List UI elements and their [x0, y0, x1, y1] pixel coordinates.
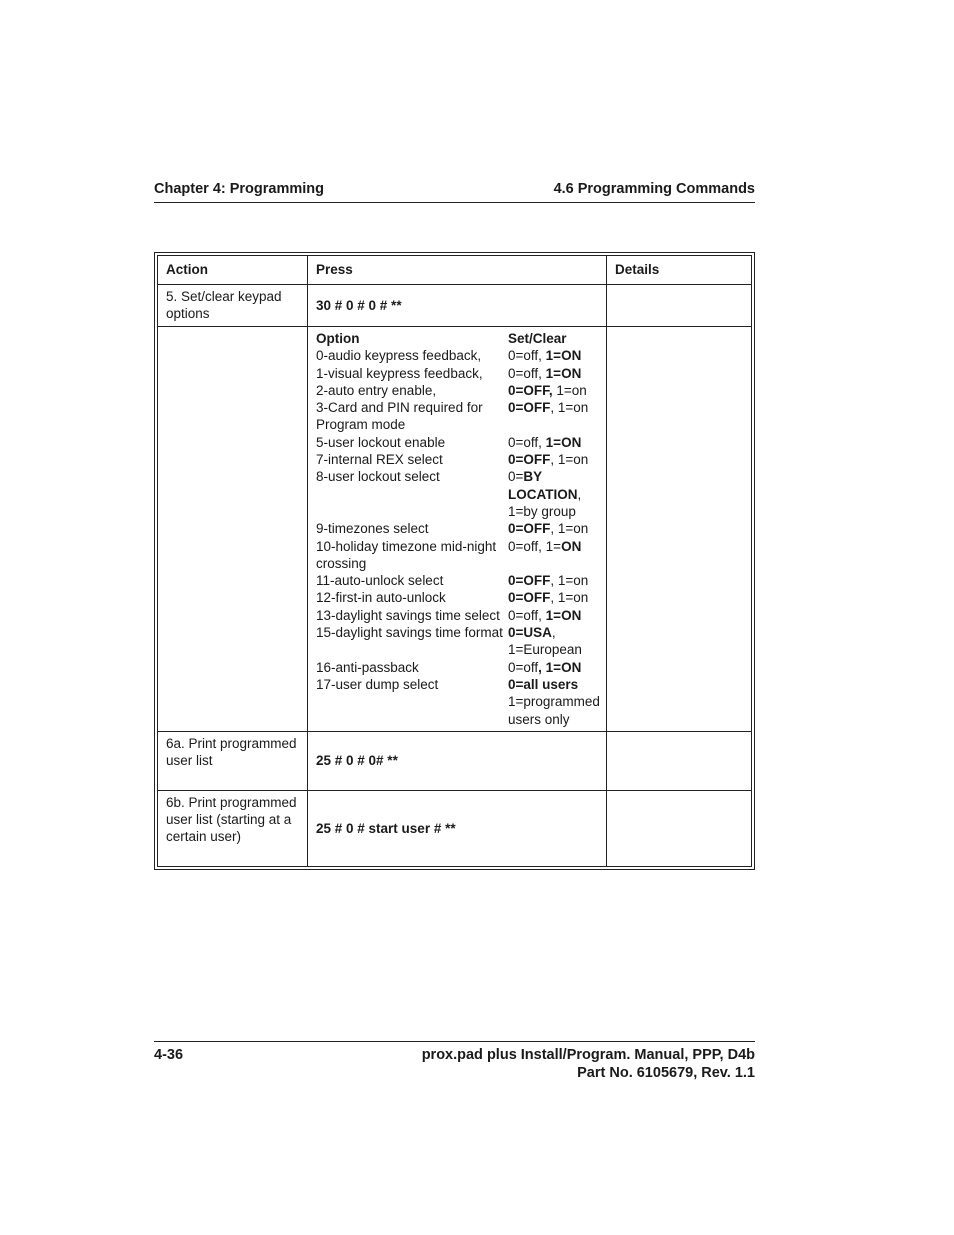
action-cell: 5. Set/clear keypad options [158, 285, 308, 327]
page-header [154, 180, 755, 203]
option-setclear [508, 589, 612, 606]
setclear-text: 0=off [508, 659, 539, 675]
setclear-default: ON [561, 538, 582, 554]
option-setclear [508, 468, 612, 520]
setclear-text: 0=off, [508, 365, 546, 381]
option-name: 9-timezones select [316, 521, 429, 537]
column-header-press: Press [308, 256, 607, 285]
details-cell [607, 731, 752, 790]
option-setclear [508, 659, 612, 676]
action-cell: 6a. Print programmed user list [158, 731, 308, 790]
action-cell: 6b. Print programmed user list (starting at a certain user) [158, 790, 308, 866]
press-cell: 25 # 0 # 0# ** [308, 731, 607, 790]
option-name: 0-audio keypress feedback, [316, 348, 482, 364]
setclear-default: 0=OFF, [508, 382, 553, 398]
options-list [316, 330, 606, 728]
setclear-text: 1=on [552, 382, 587, 398]
setclear-default: 1=ON [545, 434, 582, 450]
setclear-text: , 1=on [550, 521, 589, 537]
option-name: 3-Card and PIN required for Program mode [316, 400, 483, 433]
setclear-text: 0=off, [508, 348, 546, 364]
options-cell [308, 327, 607, 732]
setclear-text: 0=off, 1= [508, 538, 562, 554]
option-name: 15-daylight savings time format [316, 625, 503, 641]
table-row [158, 790, 752, 866]
setclear-text: 0=off, [508, 434, 546, 450]
setclear-text: , 1=on [550, 590, 589, 606]
setclear-text: , 1=on [550, 400, 589, 416]
setclear-default: 0=OFF [508, 573, 551, 589]
table-row [158, 731, 752, 790]
page-footer [154, 1041, 755, 1081]
table-header-row [158, 256, 752, 285]
setclear-default: 1=ON [545, 365, 582, 381]
manual-info [422, 1046, 755, 1082]
option-setclear [508, 347, 612, 364]
option-setclear [508, 399, 612, 434]
option-name: 1-visual keypress feedback, [316, 365, 483, 381]
setclear-default: 0=OFF [508, 452, 551, 468]
setclear-text: , 1=on [550, 452, 589, 468]
option-setclear [508, 434, 612, 451]
chapter-title: Chapter 4: Programming [154, 181, 324, 197]
option-setclear [508, 365, 612, 382]
commands-table [154, 252, 755, 870]
option-name: 16-anti-passback [316, 659, 419, 675]
details-cell [607, 285, 752, 327]
options-header-option: Option [316, 331, 360, 346]
column-header-details: Details [607, 256, 752, 285]
setclear-default: 0=OFF [508, 590, 551, 606]
option-name: 5-user lockout enable [316, 434, 446, 450]
setclear-default: 0=OFF [508, 400, 551, 416]
setclear-default: 0=all users [508, 676, 579, 692]
action-cell [158, 327, 308, 732]
setclear-default: BY LOCATION [508, 469, 578, 502]
details-cell [607, 790, 752, 866]
option-name: 12-first-in auto-unlock [316, 590, 446, 606]
setclear-text: 0=off, [508, 607, 546, 623]
option-name: 17-user dump select [316, 676, 439, 692]
setclear-default: 1=ON [545, 348, 582, 364]
table-row [158, 327, 752, 732]
setclear-default: 0=USA [508, 625, 552, 641]
manual-title: prox.pad plus Install/Program. Manual, PPP, D4b [421, 1047, 755, 1063]
table-row [158, 285, 752, 327]
option-setclear [508, 572, 612, 589]
option-name: 2-auto entry enable, [316, 382, 437, 398]
setclear-default: 1=ON [545, 607, 582, 623]
option-setclear [508, 624, 612, 659]
section-title: 4.6 Programming Commands [553, 181, 755, 197]
option-setclear [508, 676, 612, 728]
details-cell [607, 327, 752, 732]
option-setclear [508, 382, 612, 399]
setclear-text: , 1=European [508, 625, 582, 658]
column-header-action: Action [158, 256, 308, 285]
part-number: Part No. 6105679, Rev. 1.1 [577, 1065, 755, 1081]
setclear-default: , 1=ON [538, 659, 582, 675]
setclear-default: 0=OFF [508, 521, 551, 537]
option-setclear [508, 520, 612, 537]
setclear-text: 1=programmed users only [508, 694, 600, 727]
setclear-text: 0= [508, 469, 524, 485]
press-cell: 25 # 0 # start user # ** [308, 790, 607, 866]
option-name: 7-internal REX select [316, 452, 443, 468]
option-setclear [508, 538, 612, 573]
option-name: 10-holiday timezone mid-night crossing [316, 538, 497, 571]
setclear-text: , 1=by group [508, 486, 582, 519]
option-name: 8-user lockout select [316, 469, 440, 485]
page-number: 4-36 [154, 1047, 184, 1063]
option-setclear [508, 451, 612, 468]
press-cell: 30 # 0 # 0 # ** [308, 285, 607, 327]
option-setclear [508, 607, 612, 624]
option-name: 13-daylight savings time select [316, 607, 500, 623]
options-header-setclear: Set/Clear [508, 331, 567, 346]
setclear-text: , 1=on [550, 573, 589, 589]
option-name: 11-auto-unlock select [316, 573, 444, 589]
